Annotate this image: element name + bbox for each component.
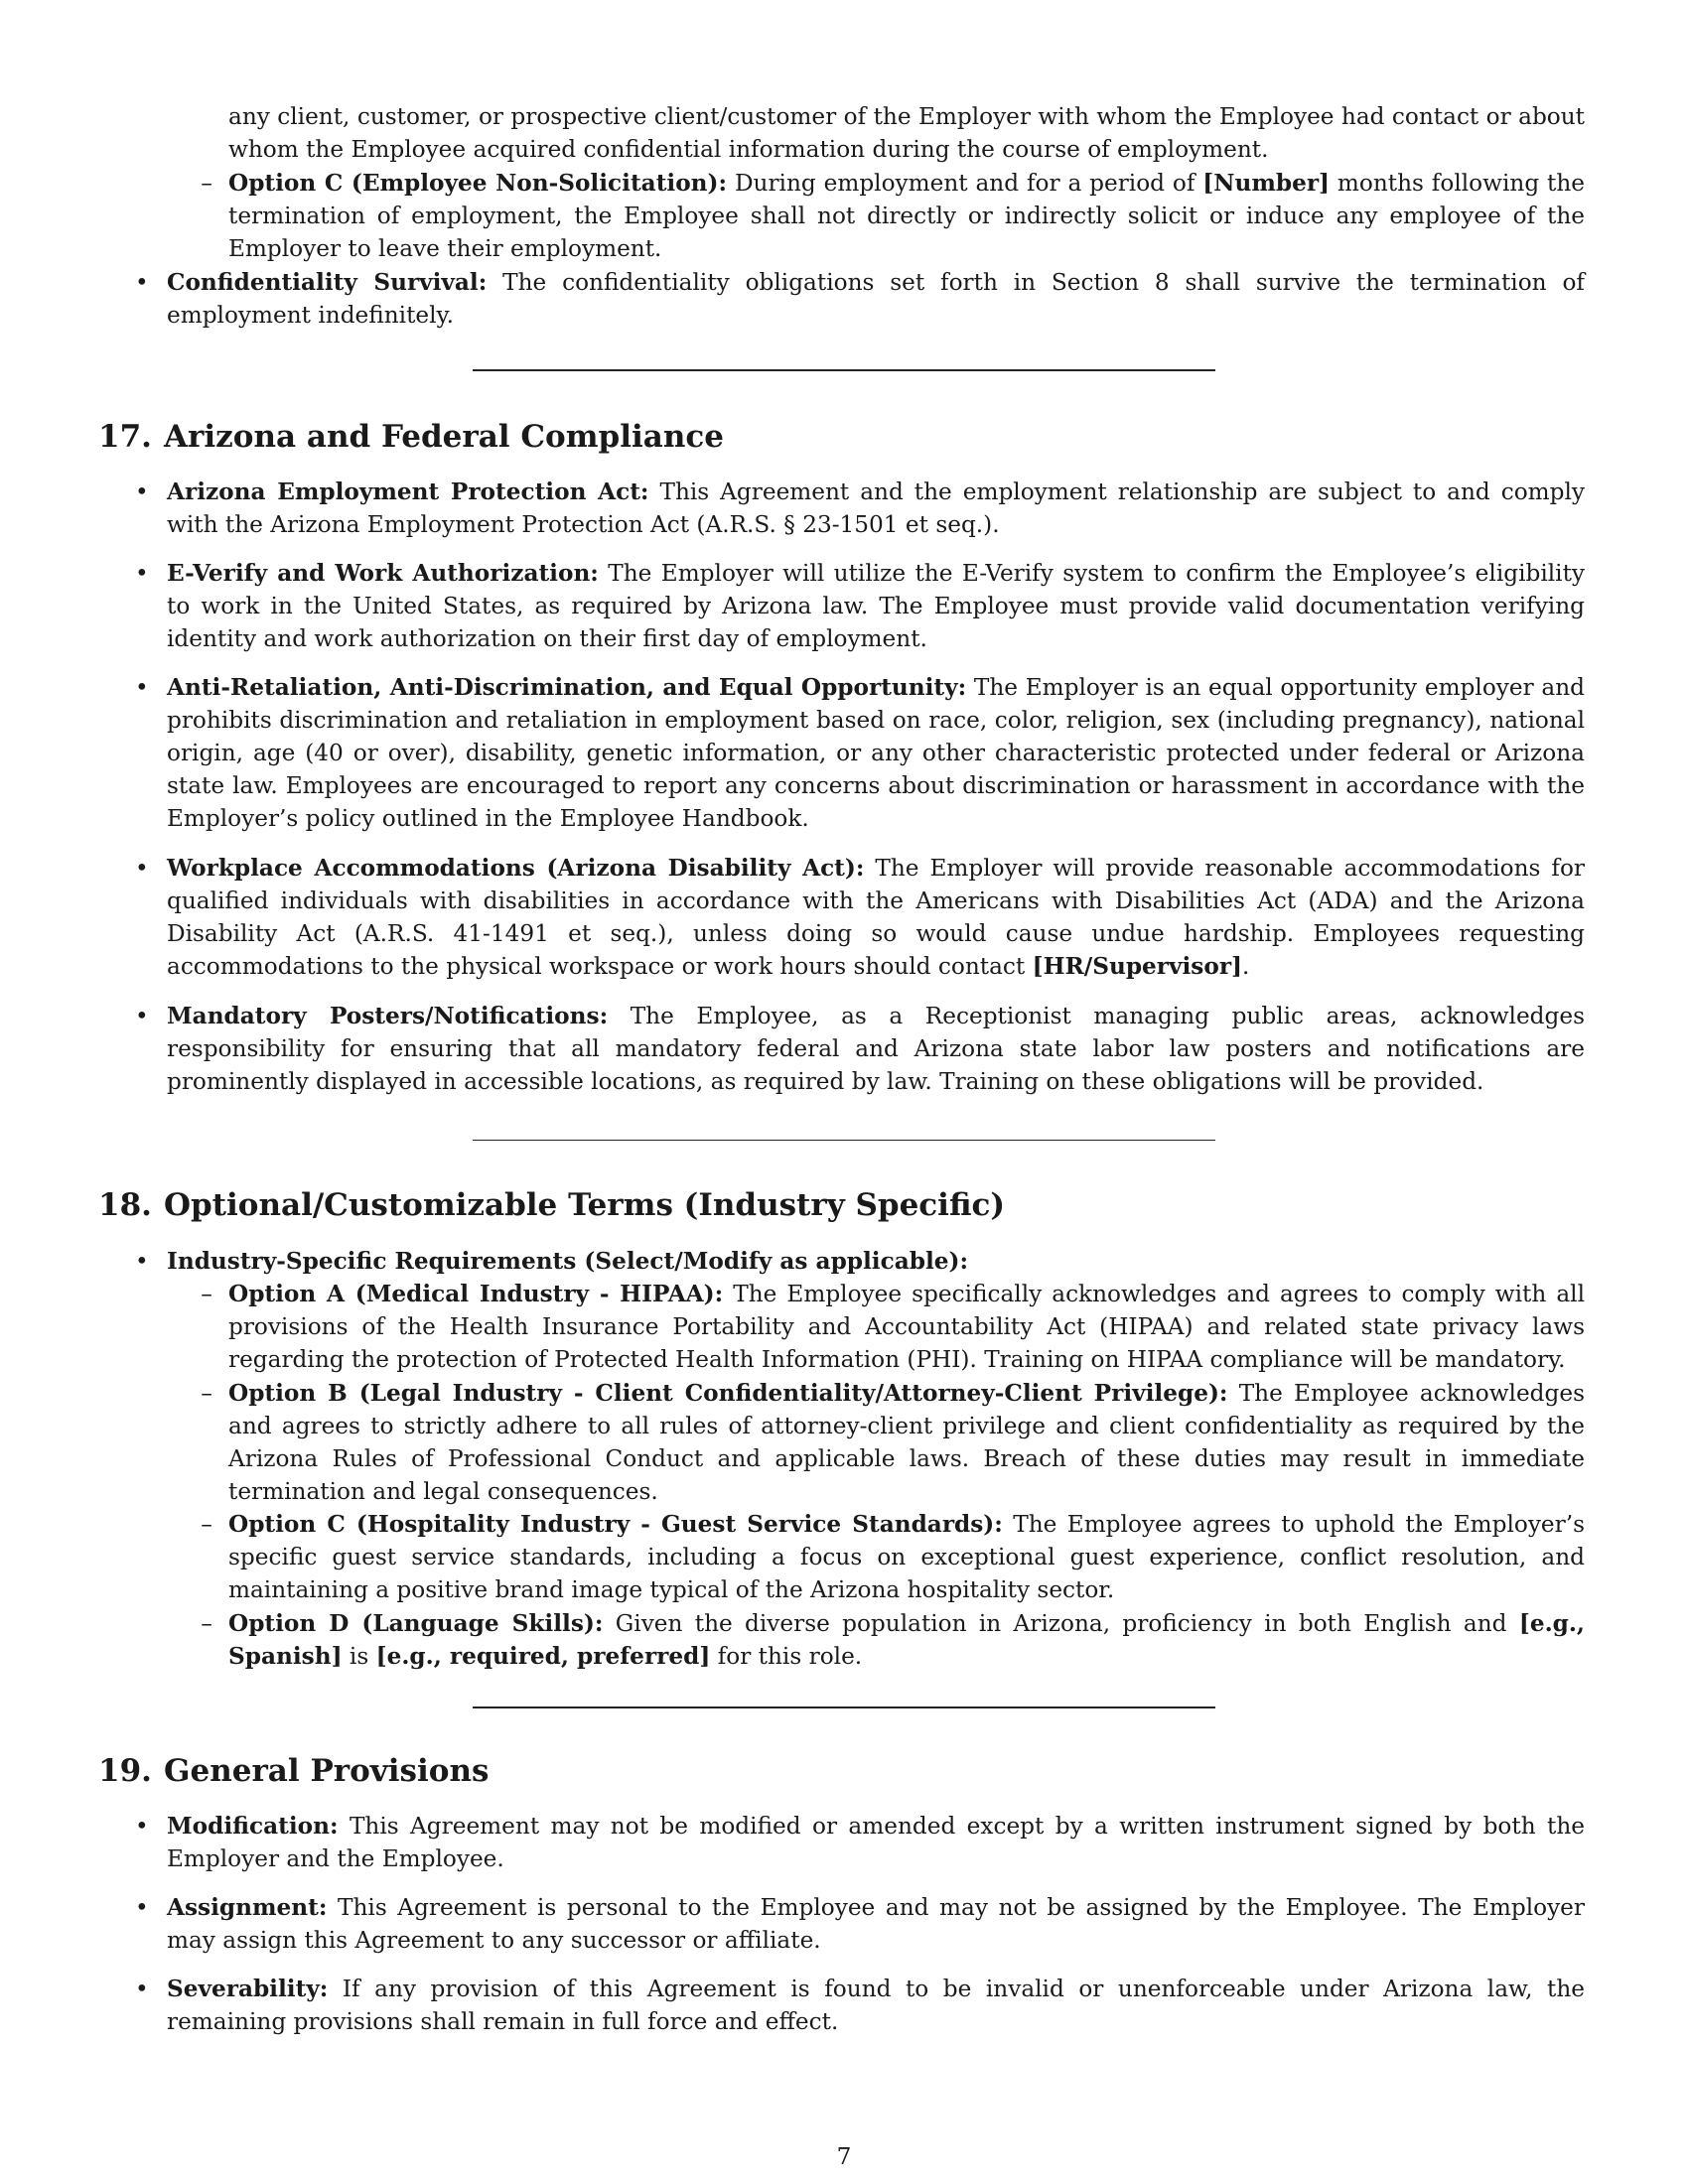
option-text: The Employee acknowledges and agrees to strictly adhere to all rules of attorney-client privilege and client confidentiality as required by the Arizona Rules of Professional Conduct and applicable laws. Breach of these duties may result in immediate termination and legal consequences. xyxy=(228,1380,1585,1505)
option-text: During employment and for a period of xyxy=(734,170,1196,197)
item-label: Mandatory Posters/Notifications: xyxy=(167,1003,609,1029)
option-label: Option B (Legal Industry - Client Confidentiality/Attorney-Client Privilege): xyxy=(228,1380,1228,1407)
dash-marker: – xyxy=(201,1380,212,1407)
placeholder-requirement: [e.g., required, preferred] xyxy=(375,1643,711,1670)
bullet-marker: • xyxy=(135,478,149,505)
item-label: Assignment: xyxy=(167,1894,328,1921)
option-text: The Employee specifically acknowledges and agrees to comply with all provisions of the Health Insurance Portability and Accountability Act (HIPAA) and related state privacy laws regarding the protection of Protected Health Information (PHI). Training on HIPAA compliance will be mandatory. xyxy=(228,1281,1585,1373)
section-number: 19. xyxy=(98,1753,152,1789)
option-label: Option A (Medical Industry - HIPAA): xyxy=(228,1281,724,1307)
item-label: Arizona Employment Protection Act: xyxy=(167,478,649,505)
list-item xyxy=(167,476,1585,541)
option-text: months following the termination of employment, the Employee shall not directly or indirectly solicit or induce any employee of the Employer to leave their employment. xyxy=(228,170,1586,262)
item-text: The confidentiality obligations set forth in Section 8 shall survive the termination of employment indefinitely. xyxy=(167,269,1585,329)
item-label: Workplace Accommodations (Arizona Disability Act): xyxy=(167,855,865,882)
list-item xyxy=(167,1891,1585,1957)
bullet-marker: • xyxy=(135,674,149,701)
section-17-heading xyxy=(98,417,724,457)
item-label: Modification: xyxy=(167,1813,339,1840)
section-title: Optional/Customizable Terms (Industry Specific) xyxy=(164,1187,1006,1223)
item-text: This Agreement may not be modified or amended except by a written instrument signed by both the Employer and the Employee. xyxy=(167,1813,1585,1872)
section-title: General Provisions xyxy=(164,1753,490,1789)
list-item xyxy=(167,671,1585,835)
section-number: 18. xyxy=(98,1187,152,1223)
bullet-marker: • xyxy=(135,560,149,587)
item-label: E-Verify and Work Authorization: xyxy=(167,560,599,587)
bullet-marker: • xyxy=(135,1003,149,1029)
dash-marker: – xyxy=(201,1281,212,1307)
dash-marker: – xyxy=(201,1511,212,1538)
option-c-non-solicitation xyxy=(228,167,1585,265)
option-text: Given the diverse population in Arizona, proficiency in both English and xyxy=(615,1610,1507,1637)
bullet-marker: • xyxy=(135,1248,149,1275)
section-divider xyxy=(473,1706,1215,1708)
option-text: The Employee agrees to uphold the Employer’s specific guest service standards, including a focus on exceptional guest experience, conflict resolution, and maintaining a positive brand image typical of the Arizona hospitality sector. xyxy=(228,1511,1586,1603)
bullet-marker: • xyxy=(135,1976,149,2002)
confidentiality-survival-item xyxy=(167,266,1585,332)
section-19-heading xyxy=(98,1751,489,1791)
page-number: 7 xyxy=(836,2143,852,2170)
list-item xyxy=(167,1810,1585,1875)
section-title: Arizona and Federal Compliance xyxy=(164,419,724,455)
list-item xyxy=(167,852,1585,983)
list-item xyxy=(167,1973,1585,2038)
dash-marker: – xyxy=(201,1610,212,1637)
industry-requirements-heading xyxy=(167,1245,1585,1278)
section-divider xyxy=(473,369,1215,371)
section-divider xyxy=(473,1140,1215,1141)
placeholder-language: [e.g., Spanish] xyxy=(228,1610,1585,1670)
item-text: The Employer will provide reasonable accommodations for qualified individuals with disabilities in accordance with the Americans with Disabilities Act (ADA) and the Arizona Disability Act (A.R.S. 41-1491 et seq.), unless doing so would cause undue hardship. Employees requesting accommodations to the physical workspace or work hours should contact xyxy=(167,855,1586,980)
placeholder-number: [Number] xyxy=(1202,170,1331,197)
option-item xyxy=(228,1508,1585,1606)
option-text: is xyxy=(349,1643,369,1670)
dash-marker: – xyxy=(201,170,212,197)
item-label: Severability: xyxy=(167,1976,329,2002)
option-label: Option D (Language Skills): xyxy=(228,1610,604,1637)
item-text: . xyxy=(1242,953,1250,980)
item-label: Anti-Retaliation, Anti-Discrimination, and Equal Opportunity: xyxy=(167,674,967,701)
option-item xyxy=(228,1607,1585,1673)
bullet-marker: • xyxy=(135,269,149,296)
section-number: 17. xyxy=(98,419,152,455)
option-label: Option C (Employee Non-Solicitation): xyxy=(228,170,728,197)
item-text: The Employer is an equal opportunity employer and prohibits discrimination and retaliation in employment based on race, color, religion, sex (including pregnancy), national origin, age (40 or over), disability, genetic information, or any other characteristic protected under federal or Arizona state law. Employees are encouraged to report any concerns about discrimination or harassment in accordance with the Employer’s policy outlined in the Employee Handbook. xyxy=(167,674,1585,832)
item-text: The Employer will utilize the E-Verify system to confirm the Employee’s eligibility to work in the United States, as required by Arizona law. The Employee must provide valid documentation verifying identity and work authorization on their first day of employment. xyxy=(167,560,1586,652)
item-label: Industry-Specific Requirements (Select/Modify as applicable): xyxy=(167,1248,969,1275)
option-item xyxy=(228,1278,1585,1376)
section-18-heading xyxy=(98,1185,1005,1225)
list-item xyxy=(167,557,1585,655)
item-label: Confidentiality Survival: xyxy=(167,269,488,296)
placeholder-hr: [HR/Supervisor] xyxy=(1032,953,1243,980)
option-text: for this role. xyxy=(717,1643,863,1670)
bullet-marker: • xyxy=(135,855,149,882)
bullet-marker: • xyxy=(135,1894,149,1921)
bullet-marker: • xyxy=(135,1813,149,1840)
item-text: The Employee, as a Receptionist managing public areas, acknowledges responsibility for ensuring that all mandatory federal and Arizona state labor law posters and notifications are prominently displayed in accessible locations, as required by law. Training on these obligations will be provided. xyxy=(167,1003,1585,1095)
list-item xyxy=(167,1000,1585,1098)
option-item xyxy=(228,1377,1585,1508)
item-text: If any provision of this Agreement is found to be invalid or unenforceable under Arizona law, the remaining provisions shall remain in full force and effect. xyxy=(167,1976,1586,2035)
item-text: This Agreement is personal to the Employee and may not be assigned by the Employee. The Employer may assign this Agreement to any successor or affiliate. xyxy=(167,1894,1585,1954)
continued-paragraph: any client, customer, or prospective client/customer of the Employer with whom the Employee had contact or about whom the Employee acquired confidential information during the course of employment. xyxy=(228,103,1585,163)
item-text: This Agreement and the employment relationship are subject to and comply with the Arizona Employment Protection Act (A.R.S. § 23-1501 et seq.). xyxy=(167,478,1586,538)
option-label: Option C (Hospitality Industry - Guest Service Standards): xyxy=(228,1511,1003,1538)
